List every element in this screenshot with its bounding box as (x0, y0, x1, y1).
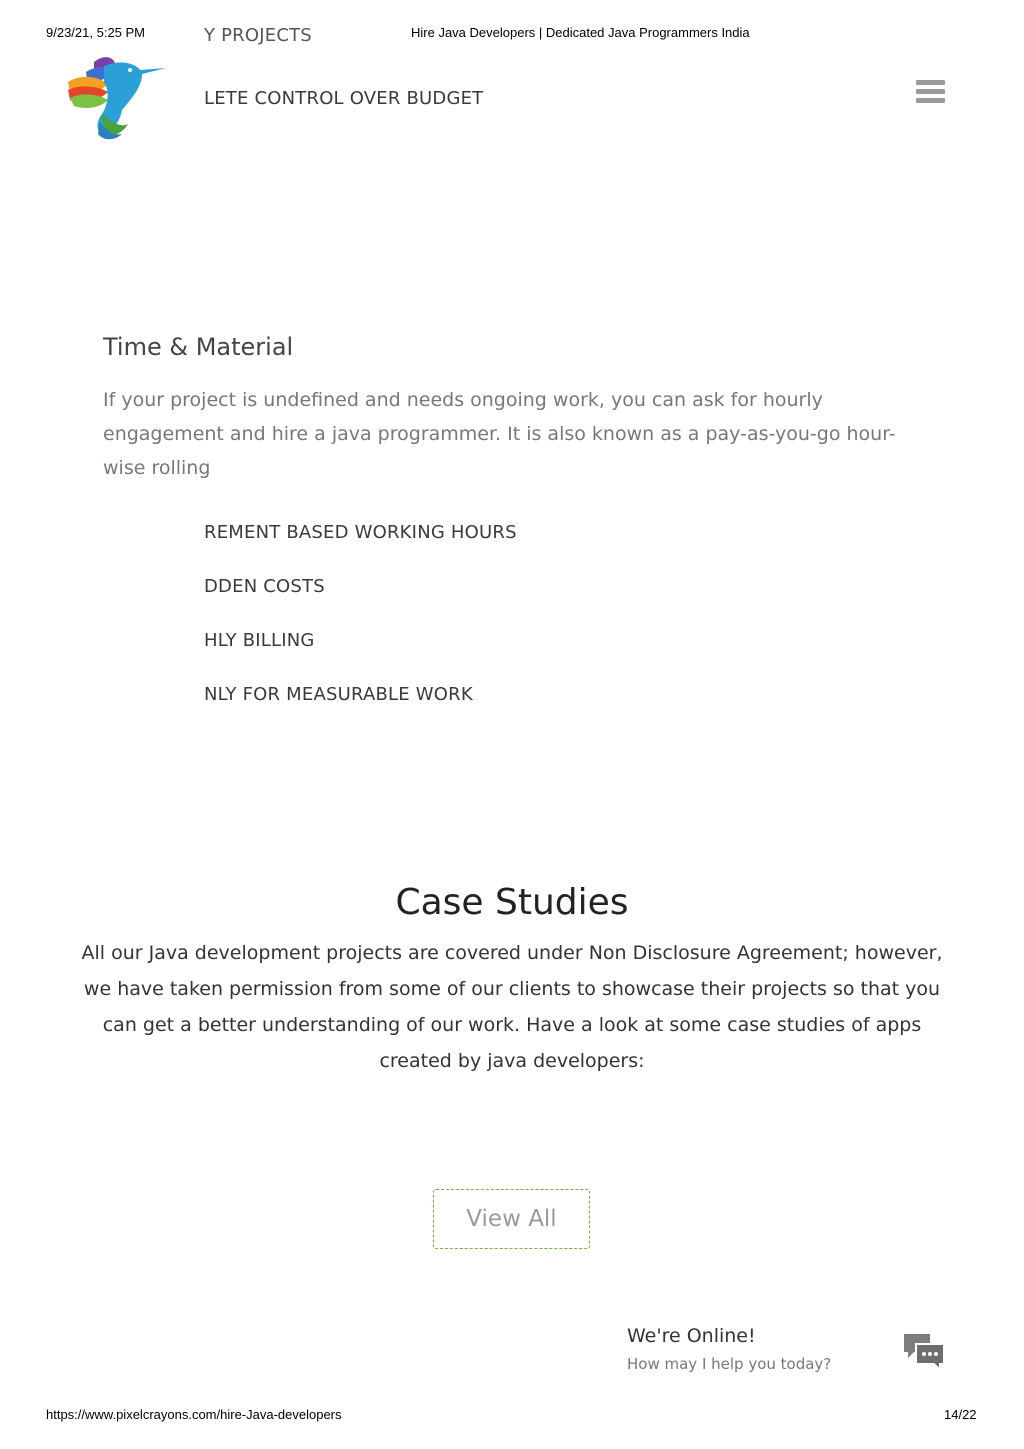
feature-item: NLY FOR MEASURABLE WORK (204, 684, 473, 705)
clipped-feature-text: Y PROJECTS (204, 25, 312, 46)
print-datetime: 9/23/21, 5:25 PM (46, 25, 146, 40)
hummingbird-logo-icon[interactable] (64, 52, 168, 142)
menu-bar (916, 89, 945, 94)
chat-bubbles-icon[interactable] (902, 1332, 946, 1372)
print-page-number: 14/22 (944, 1407, 977, 1422)
print-url: https://www.pixelcrayons.com/hire-Java-developers (46, 1407, 342, 1422)
feature-item: REMENT BASED WORKING HOURS (204, 522, 517, 543)
section-description: If your project is undefined and needs ongoing work, you can ask for hourly engagement and hire a java programmer. It is also known as a pay-as-you-go hour-wise rolling (103, 389, 896, 479)
menu-bar (916, 98, 945, 103)
section-title: Time & Material (103, 333, 294, 361)
clipped-feature-text: LETE CONTROL OVER BUDGET (204, 88, 484, 109)
chat-widget-subtitle[interactable]: How may I help you today? (627, 1355, 832, 1373)
view-all-button[interactable]: View All (433, 1189, 590, 1249)
feature-item: HLY BILLING (204, 630, 315, 651)
menu-bar (916, 80, 945, 85)
hamburger-menu-icon[interactable] (916, 80, 945, 104)
print-page-title: Hire Java Developers | Dedicated Java Programmers India (411, 25, 750, 40)
feature-item: DDEN COSTS (204, 576, 325, 597)
case-studies-description: All our Java development projects are covered under Non Disclosure Agreement; however, we have taken permission from some of our clients to showcase their projects so that you can get a better understanding of our work. Have a look at some case studies of apps created by java developers: (81, 942, 943, 1072)
print-header (0, 25, 1024, 43)
case-studies-title: Case Studies (395, 882, 629, 923)
print-footer (0, 1407, 1024, 1425)
chat-widget-title[interactable]: We're Online! (627, 1325, 756, 1347)
